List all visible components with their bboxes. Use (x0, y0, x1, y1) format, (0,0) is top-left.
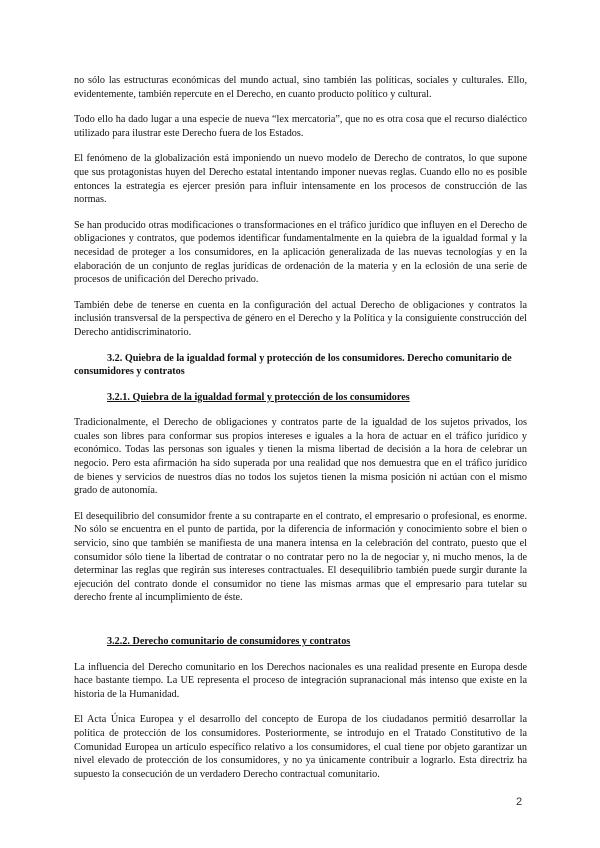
paragraph: El Acta Única Europea y el desarrollo del concepto de Europa de los ciudadanos permitió desarrollar la política de protección de los consumidores. Posteriormente, se introdujo en el Tratado Constitutivo de la Comunidad Europea un artículo específico relativo a los consumidores, el cual tiene por objeto garantizar un nivel elevado de protección de los consumidores, y no ya únicamente contribuir a lograrlo. Esta directriz ha supuesto la consecución de un verdadero Derecho contractual comunitario. (74, 714, 527, 780)
paragraph: También debe de tenerse en cuenta en la configuración del actual Derecho de obligaciones y contratos la inclusión transversal de la perspectiva de género en el Derecho y la Política y la consiguiente construcción del Derecho antidiscriminatorio. (74, 299, 527, 338)
paragraph: Tradicionalmente, el Derecho de obligaciones y contratos parte de la igualdad de los sujetos privados, los cuales son libres para conformar sus propios intereses e iguales a la hora de actuar en el tráfico jurídico y económico. Todas las personas son iguales y tienen la misma libertad de decisión a la hora de celebrar un negocio. Pero esta afirmación ha sido superada por una realidad que nos demuestra que en el tráfico jurídico de bienes y servicios de nuestros días no todos los sujetos tienen la misma posición ni actúan con el mismo grado de autonomía. (74, 417, 527, 497)
paragraph: no sólo las estructuras económicas del mundo actual, sino también las políticas, sociales y culturales. Ello, evidentemente, también repercute en el Derecho, en cuanto producto político y cultural. (74, 75, 527, 100)
paragraph: La influencia del Derecho comunitario en los Derechos nacionales es una realidad presente en Europa desde hace bastante tiempo. La UE representa el proceso de integración supranacional más intenso que existe en la historia de la Humanidad. (74, 661, 527, 700)
document-page (74, 74, 527, 793)
paragraph: El desequilibrio del consumidor frente a su contraparte en el contrato, el empresario o profesional, es enorme. No sólo se encuentra en el punto de partida, por la diferencia de información y conocimiento sobre el bien o servicio, sino que también se manifiesta de una manera intensa en la celebración del contrato, puesto que el consumidor sólo tiene la libertad de contratar o no contratar pero no la de negociar y, ni mucho menos, la de determinar las reglas que regirán sus intereses contractuales. El desequilibrio también puede surgir durante la ejecución del contrato donde el consumidor no tiene las mismas armas que el empresario para tutelar su derecho frente al incumplimiento de éste. (74, 510, 527, 604)
paragraph: Todo ello ha dado lugar a una especie de nueva “lex mercatoria”, que no es otra cosa que el recurso dialéctico utilizado para ilustrar este Derecho fuera de los Estados. (74, 114, 527, 139)
paragraph: El fenómeno de la globalización está imponiendo un nuevo modelo de Derecho de contratos, lo que supone que sus protagonistas huyen del Derecho estatal intentando imponer nuevas reglas. Cuando ello no es posible entonces la estrategia es ejercer presión para influir intensamente en los procesos de construcción de las normas. (74, 153, 527, 206)
spacer (74, 617, 527, 635)
page-number: 2 (516, 796, 523, 808)
subsection-heading-3-2-1: 3.2.1. Quiebra de la igualdad formal y protección de los consumidores (107, 391, 410, 403)
section-heading-3-2: 3.2. Quiebra de la igualdad formal y protección de los consumidores. Derecho comunitario de consumidores y contratos (74, 352, 512, 378)
paragraph: Se han producido otras modificaciones o transformaciones en el tráfico jurídico que influyen en el Derecho de obligaciones y contratos, que podemos identificar fundamentalmente en la quiebra de la igualdad formal y la necesidad de proteger a los consumidores, en la aplicación generalizada de las nuevas tecnologías y en la elaboración de un conjunto de reglas jurídicas de ordenación de la materia y en la eclosión de una serie de procesos de unificación del Derecho privado. (74, 219, 527, 286)
subsection-heading-3-2-2: 3.2.2. Derecho comunitario de consumidores y contratos (107, 636, 351, 647)
